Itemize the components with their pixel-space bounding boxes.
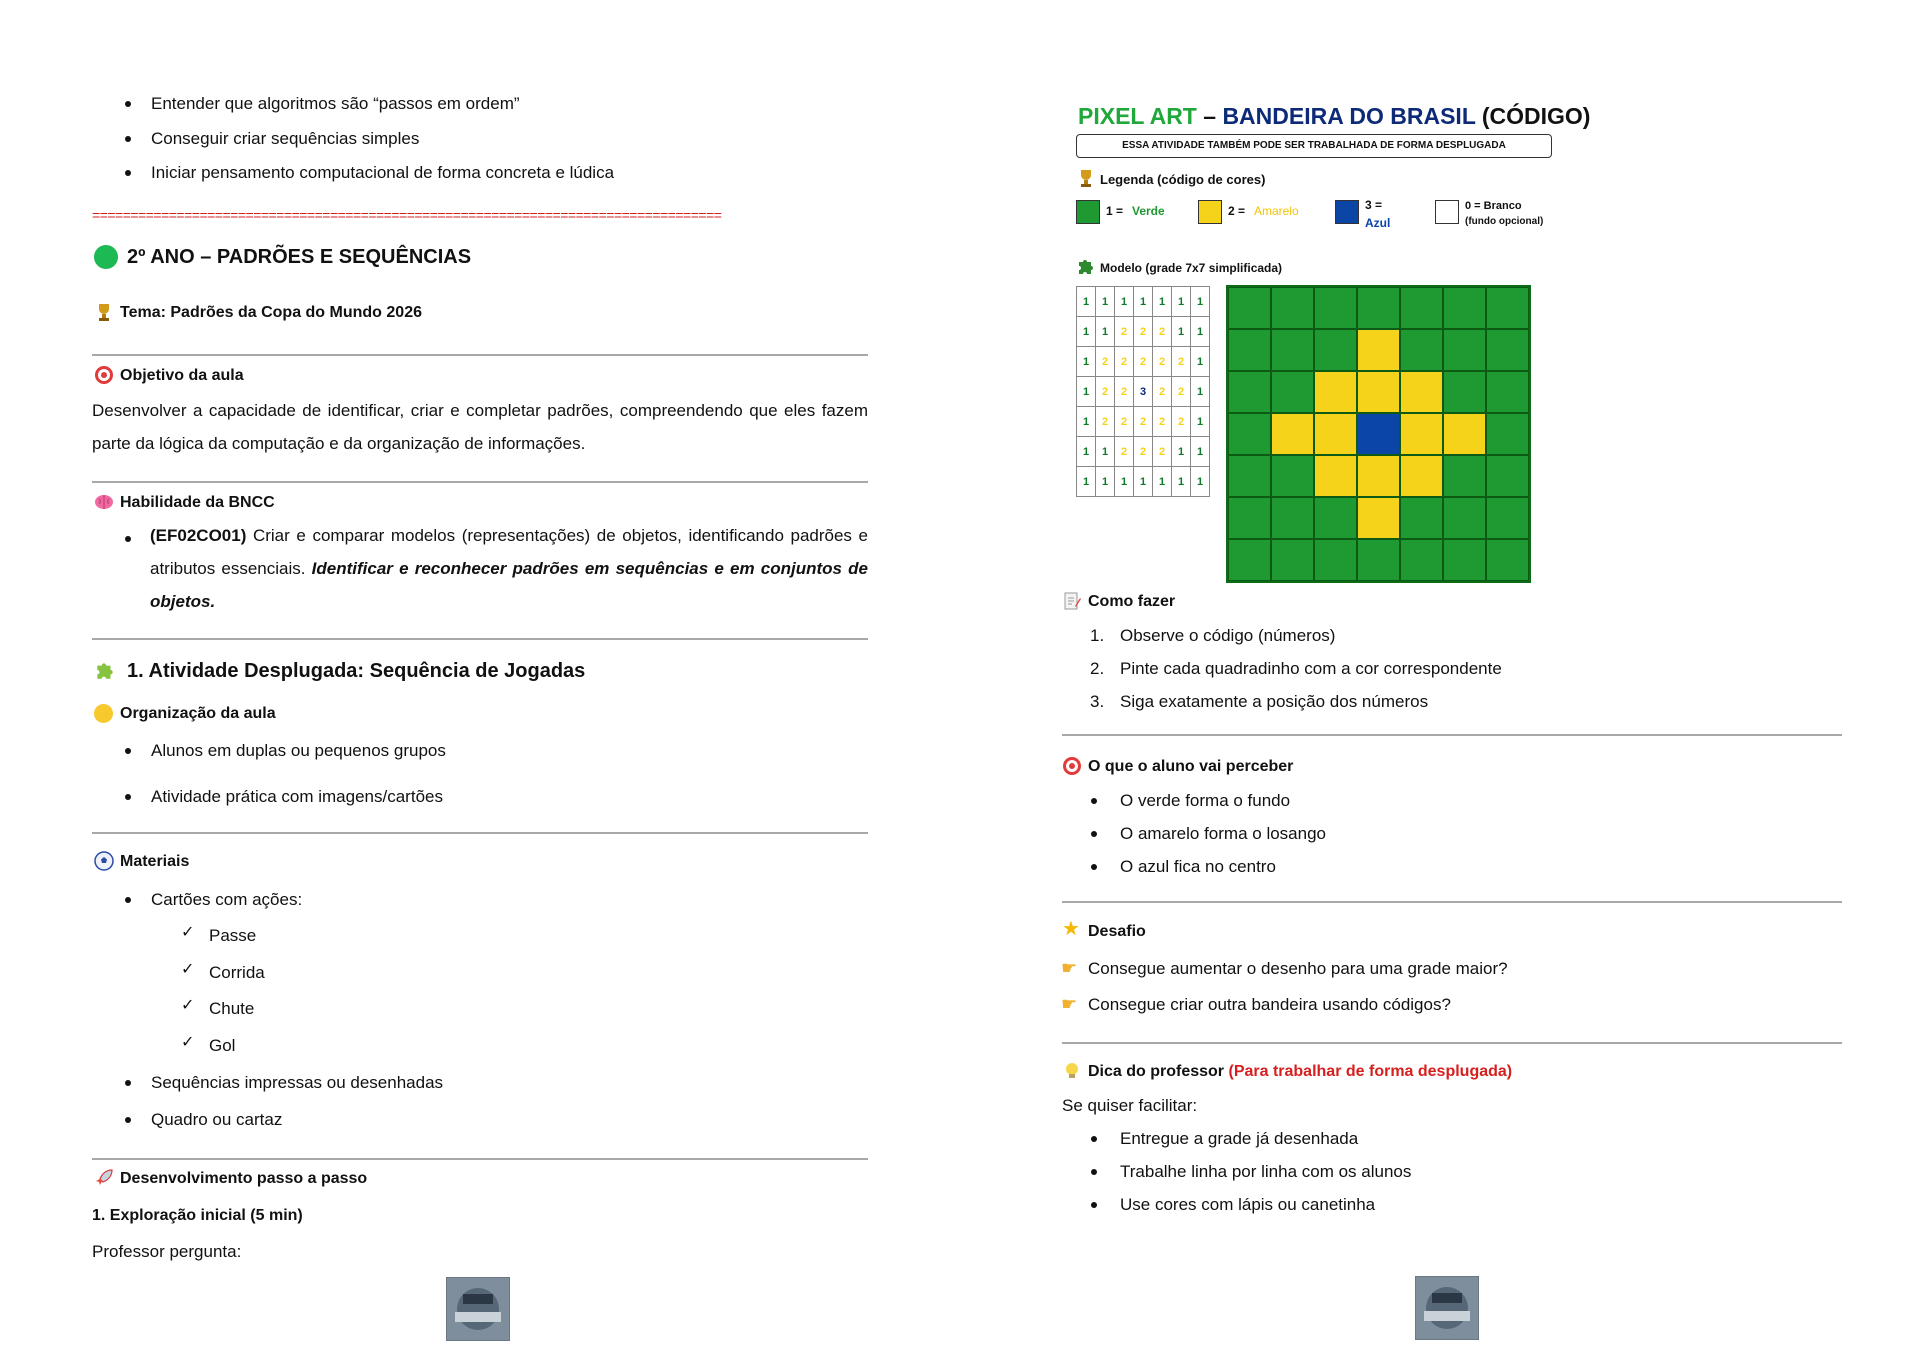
number-grid-cell: 1 <box>1172 317 1191 347</box>
como-heading: Como fazer <box>1088 593 1176 610</box>
legend-3-num: 3 = <box>1365 198 1383 212</box>
puzzle-icon <box>1076 256 1096 276</box>
number-grid-cell: 1 <box>1191 377 1210 407</box>
legend-1-num: 1 = <box>1106 204 1124 218</box>
como-step-2: Pinte cada quadradinho com a cor correspondente <box>1120 659 1502 678</box>
number-grid-cell: 2 <box>1134 317 1153 347</box>
color-grid-cell <box>1314 413 1357 455</box>
color-grid-cell <box>1314 329 1357 371</box>
legend-title: Legenda (código de cores) <box>1100 172 1266 187</box>
number-grid-cell: 1 <box>1191 407 1210 437</box>
number-grid-cell: 1 <box>1077 347 1096 377</box>
bullet-dot <box>125 136 131 142</box>
bullet-dot <box>125 897 131 903</box>
trophy-icon <box>1076 168 1096 188</box>
color-grid-cell <box>1271 329 1314 371</box>
color-grid-cell <box>1271 371 1314 413</box>
number-grid-cell: 1 <box>1115 467 1134 497</box>
bncc-text: Criar e comparar modelos (representações) de objetos, identificando padrões e atributos essenciais. <box>150 526 868 578</box>
bullet-dot <box>1091 864 1097 870</box>
bullet-dot <box>1091 1202 1097 1208</box>
yellow-circle-icon <box>94 704 113 723</box>
bncc-heading: Habilidade da BNCC <box>120 494 275 511</box>
green-circle-icon <box>94 245 118 269</box>
color-grid-cell <box>1486 371 1529 413</box>
acao-item-3: Chute <box>209 999 255 1018</box>
number-grid-cell: 2 <box>1172 377 1191 407</box>
school-logo <box>1415 1276 1479 1340</box>
color-grid-cell <box>1486 413 1529 455</box>
color-grid-cell <box>1443 287 1486 329</box>
pixel-art-title <box>1078 103 1590 129</box>
number-grid-cell: 1 <box>1172 437 1191 467</box>
number-grid-row <box>1077 407 1210 437</box>
divider <box>1062 901 1842 903</box>
number-grid-row <box>1077 467 1210 497</box>
number-grid-cell: 1 <box>1077 287 1096 317</box>
number-grid-cell: 1 <box>1077 377 1096 407</box>
rocket-icon <box>94 1168 114 1188</box>
number-grid-cell: 2 <box>1115 377 1134 407</box>
number-grid-cell: 1 <box>1191 347 1210 377</box>
brain-icon <box>94 492 114 512</box>
legend-0-note: (fundo opcional) <box>1465 216 1544 227</box>
flag-color-grid <box>1226 285 1531 583</box>
memo-icon <box>1062 591 1082 611</box>
desafio-heading: Desafio <box>1088 923 1146 940</box>
como-step-3: Siga exatamente a posição dos números <box>1120 692 1429 711</box>
color-grid-cell <box>1357 539 1400 581</box>
color-grid-cell <box>1357 287 1400 329</box>
color-grid-cell <box>1443 497 1486 539</box>
title-dash: – <box>1196 103 1223 129</box>
bullet-dot <box>1091 798 1097 804</box>
number-grid-cell: 2 <box>1115 317 1134 347</box>
professor-text: Professor pergunta: <box>92 1242 242 1261</box>
divider <box>92 1158 868 1160</box>
color-grid-cell <box>1400 287 1443 329</box>
target-icon <box>94 365 114 385</box>
color-grid-cell <box>1314 371 1357 413</box>
color-grid-cell <box>1228 287 1271 329</box>
facilitar-item-1: Entregue a grade já desenhada <box>1120 1129 1359 1148</box>
model-title: Modelo (grade 7x7 simplificada) <box>1100 261 1283 275</box>
como-num-2: 2. <box>1090 659 1105 678</box>
color-grid-cell <box>1443 371 1486 413</box>
bullet-dot <box>125 536 131 542</box>
puzzle-icon <box>94 659 116 681</box>
color-grid-cell <box>1443 329 1486 371</box>
color-grid-cell <box>1357 329 1400 371</box>
como-step-1: Observe o código (números) <box>1120 626 1336 645</box>
color-grid-cell <box>1314 455 1357 497</box>
intro-bullet-2: Conseguir criar sequências simples <box>151 129 420 148</box>
number-grid-cell: 1 <box>1172 287 1191 317</box>
number-grid-cell: 1 <box>1134 287 1153 317</box>
bncc-skill <box>150 519 868 618</box>
perceber-item-1: O verde forma o fundo <box>1120 791 1291 810</box>
objetivo-text: Desenvolver a capacidade de identificar, criar e completar padrões, compreendendo que eles fazem parte da lógica da computação e da organização de informações. <box>92 401 868 453</box>
legend-white-swatch <box>1435 200 1459 224</box>
title-part-2: BANDEIRA DO BRASIL <box>1222 103 1476 129</box>
divider <box>92 481 868 483</box>
trophy-icon <box>94 302 114 322</box>
org-item-1: Alunos em duplas ou pequenos grupos <box>151 741 446 760</box>
materiais-item-3: Quadro ou cartaz <box>151 1110 283 1129</box>
exploracao-heading: 1. Exploração inicial (5 min) <box>92 1207 303 1224</box>
number-grid-cell: 1 <box>1115 287 1134 317</box>
number-grid-cell: 2 <box>1153 407 1172 437</box>
star-icon: ★ <box>1062 918 1080 940</box>
facilitar-item-2: Trabalhe linha por linha com os alunos <box>1120 1162 1412 1181</box>
divider <box>1062 1042 1842 1044</box>
divider <box>92 832 868 834</box>
color-grid-cell <box>1357 455 1400 497</box>
number-grid-row <box>1077 347 1210 377</box>
right-page <box>960 0 1919 1357</box>
como-num-3: 3. <box>1090 692 1105 711</box>
legend-3-name: Azul <box>1365 216 1391 230</box>
facilitar-item-3: Use cores com lápis ou canetinha <box>1120 1195 1376 1214</box>
color-grid-cell <box>1486 455 1529 497</box>
color-grid-cell <box>1271 539 1314 581</box>
color-grid-cell <box>1443 455 1486 497</box>
number-grid-cell: 2 <box>1115 437 1134 467</box>
color-grid-cell <box>1228 497 1271 539</box>
color-grid-cell <box>1357 371 1400 413</box>
number-grid-row <box>1077 317 1210 347</box>
left-page <box>0 0 959 1357</box>
number-grid-cell: 2 <box>1134 407 1153 437</box>
school-logo <box>446 1277 510 1341</box>
acao-item-2: Corrida <box>209 963 265 982</box>
color-grid-cell <box>1400 329 1443 371</box>
acao-item-4: Gol <box>209 1036 236 1055</box>
desafio-item-2: Consegue criar outra bandeira usando códigos? <box>1088 995 1451 1014</box>
bullet-dot <box>1091 831 1097 837</box>
color-grid-cell <box>1228 455 1271 497</box>
activity-title: 1. Atividade Desplugada: Sequência de Jogadas <box>127 660 586 682</box>
bullet-dot <box>125 1117 131 1123</box>
divider <box>92 638 868 640</box>
number-grid-row <box>1077 437 1210 467</box>
title-part-1: PIXEL ART <box>1078 103 1197 129</box>
legend-0-num: 0 = <box>1465 200 1481 212</box>
check-icon: ✓ <box>181 997 195 1014</box>
color-grid-cell <box>1271 287 1314 329</box>
legend-yellow-swatch <box>1198 200 1222 224</box>
color-grid-cell <box>1228 539 1271 581</box>
number-grid-cell: 1 <box>1153 287 1172 317</box>
number-grid-cell: 2 <box>1172 407 1191 437</box>
color-grid-cell <box>1400 371 1443 413</box>
desenv-heading: Desenvolvimento passo a passo <box>120 1170 368 1187</box>
color-grid-cell <box>1271 413 1314 455</box>
color-grid-cell <box>1443 413 1486 455</box>
number-grid-cell: 1 <box>1153 467 1172 497</box>
bncc-code: (EF02CO01) <box>150 526 247 545</box>
acao-item-1: Passe <box>209 926 257 945</box>
legend-green-swatch <box>1076 200 1100 224</box>
dica-title: Dica do professor <box>1088 1063 1229 1080</box>
pointing-hand-icon: ☛ <box>1061 994 1078 1014</box>
number-grid-cell: 1 <box>1096 437 1115 467</box>
color-grid-cell <box>1314 287 1357 329</box>
color-grid-cell <box>1486 329 1529 371</box>
perceber-item-2: O amarelo forma o losango <box>1120 824 1326 843</box>
check-icon: ✓ <box>181 961 195 978</box>
divider <box>92 354 868 356</box>
materiais-heading: Materiais <box>120 853 190 870</box>
target-icon <box>1062 756 1082 776</box>
number-grid-cell: 3 <box>1134 377 1153 407</box>
color-grid-cell <box>1400 455 1443 497</box>
color-grid-cell <box>1400 413 1443 455</box>
facilitar-text: Se quiser facilitar: <box>1062 1096 1198 1115</box>
number-grid-cell: 1 <box>1134 467 1153 497</box>
divider <box>1062 734 1842 736</box>
number-grid-row <box>1077 287 1210 317</box>
number-grid <box>1076 286 1210 497</box>
number-grid-cell: 2 <box>1096 377 1115 407</box>
color-grid-cell <box>1486 497 1529 539</box>
bncc-emphasis: Identificar e reconhecer padrões em sequências e em conjuntos de objetos. <box>150 559 868 611</box>
como-num-1: 1. <box>1090 626 1105 645</box>
color-grid-cell <box>1400 497 1443 539</box>
number-grid-cell: 1 <box>1191 287 1210 317</box>
number-grid-cell: 2 <box>1096 347 1115 377</box>
bullet-dot <box>1091 1169 1097 1175</box>
number-grid-cell: 1 <box>1077 407 1096 437</box>
legend-1-name: Verde <box>1132 204 1165 218</box>
color-grid-cell <box>1228 413 1271 455</box>
color-grid-cell <box>1271 455 1314 497</box>
bullet-dot <box>125 794 131 800</box>
number-grid-cell: 1 <box>1096 467 1115 497</box>
legend-2-name: Amarelo <box>1254 204 1299 218</box>
legend-0-name: Branco <box>1483 200 1522 212</box>
color-grid-cell <box>1357 497 1400 539</box>
tema-heading: Tema: Padrões da Copa do Mundo 2026 <box>120 304 422 321</box>
perceber-heading: O que o aluno vai perceber <box>1088 758 1294 775</box>
number-grid-row <box>1077 377 1210 407</box>
number-grid-cell: 1 <box>1191 317 1210 347</box>
number-grid-cell: 1 <box>1077 467 1096 497</box>
color-grid-cell <box>1228 371 1271 413</box>
number-grid-cell: 2 <box>1153 317 1172 347</box>
color-grid-cell <box>1486 539 1529 581</box>
bullet-dot <box>1091 1136 1097 1142</box>
pointing-hand-icon: ☛ <box>1061 958 1078 978</box>
number-grid-cell: 2 <box>1134 347 1153 377</box>
number-grid-cell: 1 <box>1191 437 1210 467</box>
materiais-item-2: Sequências impressas ou desenhadas <box>151 1073 444 1092</box>
number-grid-cell: 2 <box>1134 437 1153 467</box>
dica-heading <box>1088 1061 1512 1083</box>
color-grid-cell <box>1314 539 1357 581</box>
subtitle-box: ESSA ATIVIDADE TAMBÉM PODE SER TRABALHADA DE FORMA DESPLUGADA <box>1076 134 1552 158</box>
lightbulb-icon <box>1062 1061 1082 1081</box>
soccer-ball-icon <box>94 851 114 871</box>
color-grid-cell <box>1443 539 1486 581</box>
bullet-dot <box>125 170 131 176</box>
org-item-2: Atividade prática com imagens/cartões <box>151 787 443 806</box>
desafio-item-1: Consegue aumentar o desenho para uma grade maior? <box>1088 959 1508 978</box>
color-grid-cell <box>1228 329 1271 371</box>
dica-note: (Para trabalhar de forma desplugada) <box>1228 1063 1513 1080</box>
number-grid-cell: 1 <box>1096 287 1115 317</box>
color-grid-cell <box>1357 413 1400 455</box>
check-icon: ✓ <box>181 924 195 941</box>
bullet-dot <box>125 1080 131 1086</box>
materiais-item-1: Cartões com ações: <box>151 890 303 909</box>
color-grid-cell <box>1271 497 1314 539</box>
legend-blue-swatch <box>1335 200 1359 224</box>
number-grid-cell: 2 <box>1153 347 1172 377</box>
number-grid-cell: 1 <box>1077 317 1096 347</box>
org-heading: Organização da aula <box>120 705 276 722</box>
intro-bullet-3: Iniciar pensamento computacional de forma concreta e lúdica <box>151 163 615 182</box>
number-grid-cell: 2 <box>1153 437 1172 467</box>
objetivo-heading: Objetivo da aula <box>120 367 244 384</box>
color-grid-cell <box>1314 497 1357 539</box>
color-grid-cell <box>1400 539 1443 581</box>
number-grid-cell: 2 <box>1115 347 1134 377</box>
number-grid-cell: 2 <box>1115 407 1134 437</box>
number-grid-cell: 2 <box>1096 407 1115 437</box>
title-part-3: (CÓDIGO) <box>1475 103 1591 129</box>
intro-bullet-1: Entender que algoritmos são “passos em ordem” <box>151 94 520 113</box>
number-grid-cell: 1 <box>1172 467 1191 497</box>
red-separator: ================================================================================== <box>92 210 722 220</box>
number-grid-cell: 1 <box>1096 317 1115 347</box>
color-grid-cell <box>1486 287 1529 329</box>
check-icon: ✓ <box>181 1034 195 1051</box>
number-grid-cell: 2 <box>1153 377 1172 407</box>
legend-2-num: 2 = <box>1228 204 1246 218</box>
perceber-item-3: O azul fica no centro <box>1120 857 1276 876</box>
number-grid-cell: 1 <box>1077 437 1096 467</box>
number-grid-cell: 2 <box>1172 347 1191 377</box>
bullet-dot <box>125 748 131 754</box>
grade-title: 2º ANO – PADRÕES E SEQUÊNCIAS <box>127 246 472 268</box>
number-grid-cell: 1 <box>1191 467 1210 497</box>
bullet-dot <box>125 101 131 107</box>
